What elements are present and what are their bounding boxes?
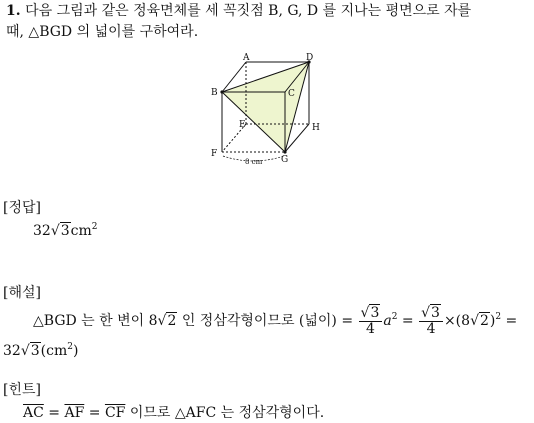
problem-text-2: 때, △BGD 의 넓이를 구하여라.: [6, 24, 199, 40]
equals-sign: =: [397, 313, 419, 329]
vertex-b-dot: [220, 90, 223, 93]
solution-text-1: △BGD 는 한 변이 8: [33, 313, 158, 329]
label-d: D: [306, 53, 314, 63]
fraction-2-den: 4: [426, 320, 436, 337]
fraction-1-den: 4: [365, 320, 375, 337]
solution-radicand-2: 2: [479, 313, 489, 329]
label-a: A: [243, 53, 250, 63]
solution-exp: 2: [495, 312, 502, 322]
segment-cf: $\overline{CF}$: [104, 405, 126, 421]
answer-header: [정답]: [3, 200, 41, 216]
answer-sqrt: √3: [50, 223, 70, 239]
fraction-2-radicand: 3: [431, 304, 440, 321]
label-edge-length: 8 cm: [245, 158, 263, 166]
hint-equals-1: =: [43, 405, 65, 421]
label-e: E: [239, 120, 246, 130]
hint-header: [힌트]: [3, 382, 41, 398]
problem-line-1: [6, 2, 471, 20]
problem-number: 1.: [6, 3, 21, 19]
label-g: G: [281, 155, 289, 165]
solution-result-radicand: 3: [30, 343, 40, 359]
label-c: C: [288, 89, 295, 99]
vertex-g-dot: [283, 150, 286, 153]
solution-result-coef: 32: [3, 343, 21, 359]
label-h: H: [312, 123, 320, 133]
problem-line-2: [6, 23, 198, 41]
solution-result-unit: (cm: [40, 343, 68, 359]
cube-figure: [205, 52, 335, 170]
solution-text-4: ): [489, 313, 496, 329]
solution-text-3: ×(8: [443, 313, 471, 329]
segment-ac: $\overline{AC}$: [23, 405, 44, 421]
solution-text-5: =: [501, 313, 518, 329]
problem-text-1: 다음 그림과 같은 정육면체를 세 꼭짓점 B, G, D 를 지나는 평면으로 자를: [25, 3, 472, 19]
solution-sqrt-1: √2: [157, 313, 177, 329]
answer-value: [33, 222, 98, 240]
answer-exp: 2: [91, 222, 98, 232]
answer-radicand: 3: [60, 223, 70, 239]
hint-equals-2: =: [84, 405, 105, 421]
fraction-2: $\frac{√3}{4}$: [419, 306, 443, 337]
label-f: F: [211, 149, 218, 159]
hint-text: 이므로 △AFC 는 정삼각형이다.: [125, 405, 325, 421]
solution-text-2: 인 정삼각형이므로 (넓이) =: [177, 313, 358, 329]
fraction-1-radicand: 3: [370, 304, 380, 321]
solution-result-exp: 2: [67, 342, 73, 352]
segment-af: $\overline{AF}$: [64, 405, 85, 421]
solution-radicand-1: 2: [167, 313, 177, 329]
solution-line-1: [33, 304, 517, 338]
solution-line-2: [3, 342, 78, 360]
solution-result-close: ): [72, 343, 79, 359]
solution-result-sqrt: √3: [20, 343, 40, 359]
variable-a: a: [383, 313, 392, 329]
answer-unit: cm: [70, 223, 92, 239]
hint-line: [23, 404, 324, 422]
label-b: B: [211, 88, 218, 98]
variable-a-exp: 2: [391, 312, 398, 322]
solution-sqrt-2: √2: [470, 313, 489, 329]
fraction-1: $\frac{√3}{4}$: [359, 306, 383, 337]
answer-coef: 32: [33, 223, 51, 239]
solution-header: [해설]: [3, 285, 41, 301]
